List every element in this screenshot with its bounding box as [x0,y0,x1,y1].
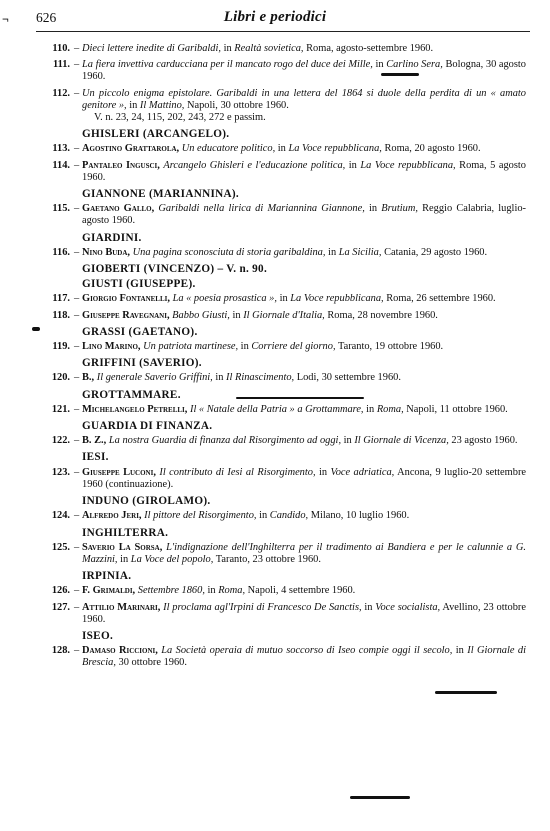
entry-dash: – [74,143,80,155]
entry-connector: in [315,466,331,478]
pen-mark [236,397,364,399]
entry-number: 119. [52,341,70,353]
entry-number: 125. [51,541,70,553]
page-number: 626 [36,10,57,25]
entry-connector: in [212,372,227,384]
section-heading: ISEO. [82,629,114,642]
entry-connector: in [452,645,468,657]
entry-title: Garibaldi nella lirica di Mariannina Giannone, [158,203,365,215]
entry-publication: Realtà sovietica, [234,43,304,54]
entry-connector: in [364,203,382,215]
bibliography-entry [44,88,526,125]
entry-publication: Carlino Sera, [386,59,443,71]
entry-details: Napoli, 30 ottobre 1960. [184,99,289,111]
entry-publication: Il Rinascimento, [226,372,295,384]
entry-number: 122. [51,435,70,447]
entry-title: Un piccolo enigma epistolare. Garibaldi in una lettera del 1864 si duole della perdita di un « amato genitore », [82,87,526,111]
entry-details: Reggio Calabria, luglio-agosto 1960. [82,203,526,227]
entry-number: 111. [52,59,70,71]
entry-number: 126. [51,585,70,597]
bibliography-entry [44,247,526,259]
entry-author: F. Grimaldi, [82,585,136,597]
entry-dash: – [74,159,80,171]
entry-dash: – [74,59,80,71]
entry-title: La « poesia prosastica », [172,293,277,305]
entry-publication: Voce adriatica, [330,466,395,478]
entry-text [82,404,526,416]
entry-publication: La Voce repubblicana, [288,143,382,155]
entry-title: Il « Natale della Patria » a Grottammare, [189,403,364,415]
entry-title: La fiera invettiva carducciana per il mancato rogo del duce dei Mille, [82,59,373,71]
section-heading: IRPINIA. [82,570,132,583]
entry-title: Il generale Saverio Griffini, [96,372,213,384]
entry-text [82,203,526,227]
entry-details: Bologna, 30 agosto 1960. [82,59,527,83]
section-heading: GRIFFINI (SAVERIO). [82,357,202,370]
entry-details: Roma, agosto-settembre 1960. [303,43,434,54]
entry-publication: Il Mattino, [139,99,185,111]
pen-mark [350,796,410,799]
bibliography-entry [44,160,526,184]
entry-details: Roma, 20 agosto 1960. [381,143,481,155]
entry-title: Il contributo di Iesi al Risorgimento, [159,466,316,478]
entry-dash: – [74,435,80,447]
entry-publication: Voce socialista, [375,601,441,613]
section-heading: GIARDINI. [82,231,142,244]
entry-text [82,247,526,259]
entry-title: Babbo Giusti, [172,309,230,321]
entry-connector: in [372,59,387,71]
entry-author: Giuseppe Ravegnani, [82,309,170,321]
entry-connector: in [341,435,355,447]
entry-details: Napoli, 4 settembre 1960. [245,585,356,597]
entry-title: Una pagina sconosciuta di storia garibaldina, [132,246,326,258]
entry-connector: in [204,585,219,597]
entry-publication: Il Giornale di Vicenza, [354,435,449,447]
running-title: Libri e periodici [223,9,327,25]
bibliography-entry [44,435,526,447]
entry-text [82,372,526,384]
entry-author: B. Z., [82,435,107,447]
section-heading: GIUSTI (GIUSEPPE). [82,278,196,291]
entry-author: Damaso Riccioni, [82,645,158,657]
entry-author: Lino Marino, [82,341,141,353]
entry-publication: Roma, [218,585,246,597]
entry-connector: in [256,510,270,522]
entry-text [82,143,526,155]
entry-connector: in [229,309,244,321]
pen-mark [32,327,40,331]
entry-number: 117. [52,293,70,305]
entry-publication: La Voce repubblicana, [360,159,456,171]
entry-author: Agostino Grattarola, [82,143,180,155]
entry-text [82,585,526,597]
entry-dash: – [74,372,80,384]
entry-author: Nino Buda, [82,246,131,258]
entry-dash: – [74,403,80,415]
entry-text [82,645,526,669]
entry-author: Pantaleo Ingusci, [82,159,160,171]
bibliography-entry [44,404,526,416]
entry-publication: Candido, [269,510,309,522]
section-heading: INDUNO (GIROLAMO). [82,495,211,508]
entry-text [82,293,526,305]
entry-dash: – [74,246,80,258]
bibliography-entry [44,645,526,669]
bibliography-entry [44,293,526,305]
entry-dash: – [74,43,80,54]
entry-title: La Società operaia di mutuo soccorso di Iseo compie oggi il secolo, [161,645,453,657]
entry-text [82,542,526,566]
bibliography-entry [44,143,526,155]
entry-details: Taranto, 19 ottobre 1960. [335,341,444,353]
entry-details: Avellino, 23 ottobre 1960. [82,601,526,625]
bibliography-entry [44,467,526,491]
entry-details: Ancona, 9 luglio-20 settembre 1960 (continuazione). [82,466,527,490]
header-rule [36,31,530,32]
pen-mark [435,691,497,694]
entry-details: Roma, 26 settembre 1960. [383,293,496,305]
section-heading: GROTTAMMARE. [82,388,181,401]
section-heading: GIANNONE (MARIANNINA). [82,188,240,201]
entry-title: Un educatore politico, [181,143,276,155]
entry-author: Attilio Marinari, [82,601,161,613]
entry-dash: – [74,293,80,305]
entry-text [82,602,526,626]
entry-details: Milano, 10 luglio 1960. [308,510,410,522]
entry-author: Giuseppe Luconi, [82,466,156,478]
entry-title: L'indignazione dell'Inghilterra per il tradimento ai Bandiera e per le calunnie a G. Mazzini, [82,541,526,565]
section-heading: GHISLERI (ARCANGELO). [82,128,230,141]
entry-text [82,59,526,83]
entry-connector: in [325,246,339,258]
entry-connector: in [345,159,361,171]
entry-title: Un patriota martinese, [143,341,239,353]
entry-dash: – [74,203,80,215]
entry-dash: – [74,341,80,353]
entry-details: Napoli, 11 ottobre 1960. [403,403,508,415]
entry-details: Catania, 29 agosto 1960. [381,246,488,258]
entry-author: Gaetano Gallo, [82,203,155,215]
entry-publication: La Sicilia, [338,246,382,258]
entry-publication: La Voce repubblicana, [290,293,384,305]
entry-publication: Brutium, [381,203,418,215]
entry-dash: – [74,585,80,597]
entry-publication: Roma, [376,403,404,415]
entry-number: 113. [52,143,70,155]
entry-connector: in [126,99,140,111]
bibliography-entry [44,203,526,227]
entry-number: 120. [51,372,70,384]
entry-text [82,160,526,184]
bibliography-entry [44,43,526,55]
entry-connector: in [275,143,289,155]
section-heading: IESI. [82,451,109,464]
entry-connector: in [221,43,235,54]
entry-cross-reference: V. n. 23, 24, 115, 202, 243, 272 e passim. [94,112,266,124]
entry-publication: La Voce del popolo, [130,553,214,565]
bibliography-entry [44,510,526,522]
entry-connector: in [276,293,291,305]
entry-number: 121. [51,403,70,415]
entry-text [82,435,526,447]
entry-connector: in [363,403,377,415]
entry-title: Arcangelo Ghisleri e l'educazione politica, [163,159,346,171]
entry-number: 123. [51,466,70,478]
entry-publication: Il Giornale d'Italia, [243,309,325,321]
entry-number: 128. [51,645,70,657]
entry-publication: Corriere del giorno, [251,341,336,353]
entry-number: 114. [52,159,70,171]
entry-details: Roma, 5 agosto 1960. [82,159,526,183]
bibliography-entry [44,59,526,83]
entry-dash: – [74,541,80,553]
entry-title: Dieci lettere inedite di Garibaldi, [82,43,221,54]
entry-number: 112. [52,87,70,99]
entry-details: Taranto, 23 ottobre 1960. [213,553,321,565]
entry-text [82,510,526,522]
corner-mark: ¬ [2,12,9,26]
bibliography-entry [44,542,526,566]
entry-dash: – [74,87,80,99]
entry-connector: in [238,341,252,353]
entry-publication: Il Giornale di Brescia, [82,645,526,669]
entry-dash: – [74,645,80,657]
section-heading: INGHILTERRA. [82,526,169,539]
bibliography-entry [44,341,526,353]
entry-details: 30 ottobre 1960. [115,657,187,669]
entry-details: Roma, 28 novembre 1960. [324,309,438,321]
entry-details: Lodi, 30 settembre 1960. [294,372,401,384]
section-heading: GUARDIA DI FINANZA. [82,420,213,433]
entry-dash: – [74,309,80,321]
entry-title: La nostra Guardia di finanza dal Risorgimento ad oggi, [108,435,342,447]
entry-author: Michelangelo Petrelli, [82,403,188,415]
entry-title: Settembre 1860, [137,585,205,597]
entry-number: 127. [51,601,70,613]
entry-author: Giorgio Fontanelli, [82,293,170,305]
bibliography-entry [44,372,526,384]
entry-text [82,88,526,125]
entry-dash: – [74,466,80,478]
entry-connector: in [117,553,131,565]
entry-title: Il pittore del Risorgimento, [144,510,257,522]
entry-details: 23 agosto 1960. [448,435,518,447]
entry-dash: – [74,601,80,613]
entry-dash: – [74,510,80,522]
page-header [0,8,550,30]
entry-connector: in [361,601,376,613]
entry-number: 124. [51,510,70,522]
bibliography-entry [44,310,526,322]
bibliography-entry [44,585,526,597]
entry-number: 118. [52,309,70,321]
entry-author: B., [82,372,95,384]
entry-text [82,310,526,322]
entry-number: 110. [52,43,70,54]
entry-author: Alfredo Jeri, [82,510,142,522]
entry-number: 115. [52,203,70,215]
section-heading: GIOBERTI (VINCENZO) – V. n. 90. [82,263,268,276]
section-heading: GRASSI (GAETANO). [82,325,198,338]
entry-number: 116. [52,246,70,258]
entry-title: Il proclama agl'Irpini di Francesco De Sanctis, [163,601,362,613]
entry-text [82,43,526,55]
entry-text [82,467,526,491]
pen-mark [381,73,419,76]
bibliography-entry [44,602,526,626]
entry-text [82,341,526,353]
bibliography-list [44,43,526,674]
entry-author: Saverio La Sorsa, [82,541,163,553]
